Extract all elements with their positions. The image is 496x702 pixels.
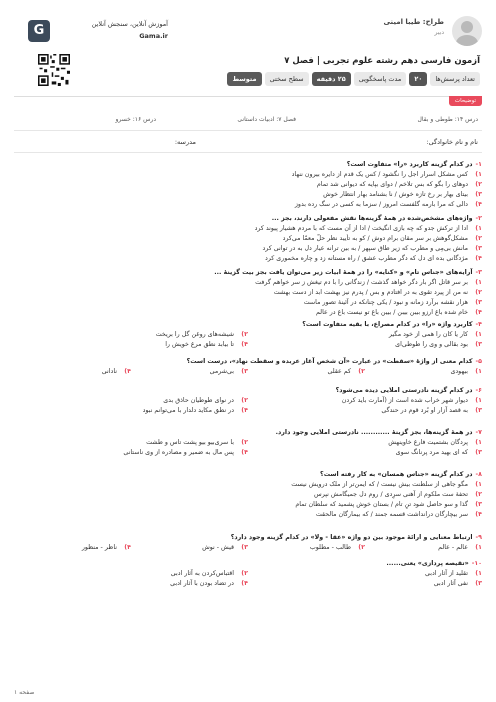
question-text: [14, 160, 482, 170]
answer-option[interactable]: [14, 367, 131, 377]
option-number: ۲): [241, 331, 248, 338]
option-number: ۱): [475, 171, 482, 178]
question-prompt: «تقیصه پردازی» یعنی......: [386, 560, 469, 567]
stat-difficulty: سطح سختی: [265, 72, 309, 86]
question-item: [14, 268, 482, 318]
answer-option[interactable]: [14, 396, 248, 406]
question-number: ۲-: [475, 215, 482, 222]
option-list: [14, 367, 482, 377]
question-number: ۴-: [475, 321, 482, 328]
option-text: دیوار شهر خراب شده است از (آمارت باید کردن: [341, 397, 468, 404]
answer-option[interactable]: [14, 500, 482, 510]
option-number: ۳): [241, 544, 248, 551]
answer-option[interactable]: [248, 579, 482, 589]
question-text: [14, 559, 482, 569]
question-prompt: ارتباط معنایی و ارائهٔ موجود بین دو واژه «عقا - ولا» در کدام گزینه وجود دارد؟: [230, 534, 473, 541]
stat-duration-value: ۲۵ دقیقه: [312, 72, 351, 86]
answer-option[interactable]: [248, 569, 482, 579]
divider: [14, 130, 482, 131]
answer-option[interactable]: [131, 367, 248, 377]
option-number: ۳): [475, 449, 482, 456]
brand-logo-icon: G: [28, 20, 50, 42]
answer-option[interactable]: [365, 543, 482, 553]
option-number: ۴): [475, 309, 482, 316]
option-number: ۴): [475, 255, 482, 262]
divider: [14, 152, 482, 153]
option-number: ۲): [241, 570, 248, 577]
question-item: [14, 533, 482, 553]
option-number: ۲): [475, 289, 482, 296]
option-text: ناظر - منظور: [81, 544, 117, 551]
option-number: ۳): [475, 341, 482, 348]
question-item: [14, 559, 482, 589]
option-number: ۱): [475, 439, 482, 446]
option-number: ۳): [475, 245, 482, 252]
answer-option[interactable]: [14, 308, 482, 318]
question-item: [14, 320, 482, 350]
option-number: ۴): [475, 201, 482, 208]
question-prompt: در کدام گزینه «جناس همسان» به کار رفته است؟: [320, 471, 473, 478]
option-list: [14, 438, 482, 458]
question-prompt: در همهٔ گزینه‌ها، بجز گزینهٔ ............ نادرستی املایی وجود دارد.: [275, 429, 473, 436]
option-text: در تضاد بودن با آثار ادبی: [170, 580, 234, 587]
answer-option[interactable]: [14, 170, 482, 180]
question-item: [14, 386, 482, 416]
option-number: ۲): [358, 368, 365, 375]
answer-option[interactable]: [14, 579, 248, 589]
answer-option[interactable]: [14, 254, 482, 264]
answer-option[interactable]: [365, 367, 482, 377]
answer-option[interactable]: [14, 278, 482, 288]
answer-option[interactable]: [14, 180, 482, 190]
option-text: عالم - عالم: [438, 544, 468, 551]
option-list: [14, 170, 482, 210]
option-text: هزار نقشه برآرد زمانه و نبود / یکی چنانکه در آئینهٔ تصور ماست: [303, 299, 468, 306]
stat-question-count-value: ۲۰: [409, 72, 427, 86]
question-text: [14, 470, 482, 480]
option-number: ۴): [475, 511, 482, 518]
question-item: [14, 470, 482, 520]
option-text: مگو جاهی از سلطنت بیش نیست / که ایمن‌تر از ملک درویش نیست: [291, 481, 468, 488]
option-text: در نطق مکاید دلدار با می‌توانم نبود: [142, 407, 234, 414]
option-text: بی‌شرمی: [209, 368, 234, 375]
meta-lesson: درس ۱۴: طوطی و بقال: [417, 116, 478, 123]
option-number: ۴): [124, 544, 131, 551]
answer-option[interactable]: [248, 438, 482, 448]
qr-code-icon: [38, 54, 70, 86]
option-number: ۱): [475, 481, 482, 488]
option-text: که ای بهید مرد پرنانگ سوی: [395, 449, 468, 456]
option-number: ۱): [475, 368, 482, 375]
option-text: ادا از ترکش جدو که چه بازی انگیخت / ادا از آن مست که با مردم هشیار پیوند کرد: [254, 225, 468, 232]
name-field-label: نام و نام خانوادگی:: [426, 138, 478, 146]
option-list: [14, 543, 482, 553]
answer-option[interactable]: [14, 200, 482, 210]
question-item: [14, 357, 482, 377]
answer-option[interactable]: [14, 406, 248, 416]
author-avatar: [452, 16, 482, 46]
option-number: ۲): [475, 181, 482, 188]
meta-lesson2: درس ۱۶: خسرو: [115, 116, 156, 123]
answer-option[interactable]: [14, 438, 248, 448]
option-text: طالب - مطلوب: [309, 544, 351, 551]
option-text: شیشه‌های روغن گل را بریخت: [155, 331, 234, 338]
option-text: در نوای طوطیان حاذق بدی: [163, 397, 234, 404]
option-number: ۱): [475, 279, 482, 286]
exam-title: آزمون فارسی دهم رشته علوم تجربی | فصل ۷: [284, 56, 480, 66]
question-text: [14, 268, 482, 278]
notes-badge: توضیحات: [449, 96, 482, 106]
answer-option[interactable]: [248, 330, 482, 340]
question-number: ۵-: [475, 358, 482, 365]
answer-option[interactable]: [248, 340, 482, 350]
meta-chapter: فصل ۷: ادبیات داستانی: [237, 116, 296, 123]
author-name: طراح: طیبا امینی: [383, 18, 444, 26]
option-number: ۱): [475, 225, 482, 232]
answer-option[interactable]: [14, 510, 482, 520]
option-text: بیهودی: [450, 368, 468, 375]
option-text: سر بیچارگان درانداشت قسمه جمند / که بیمارگان مالحقت: [315, 511, 468, 518]
answer-option[interactable]: [14, 234, 482, 244]
option-text: کار یا کان را همی از خود مگیر: [388, 331, 468, 338]
question-number: ۶-: [475, 387, 482, 394]
option-number: ۱): [475, 544, 482, 551]
brand-url[interactable]: Gama.ir: [139, 32, 168, 40]
question-prompt: در کدام گزینه نادرستی املایی دیده می‌شود؟: [335, 387, 473, 394]
option-text: نادانی: [101, 368, 117, 375]
question-number: ۱-: [475, 161, 482, 168]
answer-option[interactable]: [14, 340, 248, 350]
option-text: بر سر قاتل اگر بار دگر خواهد گذشت / زندگانی را با دم تیغش ز سر خواهم گرفت: [255, 279, 468, 286]
option-number: ۴): [241, 580, 248, 587]
option-text: گذا و سو حاصل شود تنِ تام / بستان خوش پشمید که سلطان تمام: [295, 501, 468, 508]
option-number: ۳): [475, 580, 482, 587]
option-number: ۳): [475, 501, 482, 508]
option-number: ۲): [358, 544, 365, 551]
option-list: [14, 330, 482, 350]
option-text: اقتباس‌کردن به آثار ادبی: [170, 570, 234, 577]
option-number: ۴): [241, 407, 248, 414]
school-field-label: مدرسه:: [174, 138, 196, 146]
page-number: صفحه ۱: [14, 689, 35, 696]
option-number: ۴): [241, 449, 248, 456]
option-text: به قصد آزار او بُرد قوم در حندگی: [381, 407, 468, 414]
option-number: ۳): [241, 368, 248, 375]
option-number: ۱): [475, 397, 482, 404]
option-number: ۱): [475, 331, 482, 338]
answer-option[interactable]: [248, 406, 482, 416]
question-number: ۸-: [475, 471, 482, 478]
option-number: ۱): [475, 570, 482, 577]
question-prompt: واژه‌های مشخص‌شده در همهٔ گزینه‌ها نقش مفعولی دارند، بجز ...: [271, 215, 473, 222]
option-number: ۲): [475, 491, 482, 498]
question-text: [14, 428, 482, 438]
answer-option[interactable]: [14, 490, 482, 500]
answer-option[interactable]: [14, 224, 482, 234]
option-text: مژدگانی بده ای دل که دگر مطرب عشق / راه مستانه زد و چاره مخموری کرد: [265, 255, 468, 262]
option-text: نفی آثار ادبی: [433, 580, 468, 587]
option-number: ۳): [475, 299, 482, 306]
option-text: بود بقالی و وی را طوطی‌ای: [395, 341, 468, 348]
answer-option[interactable]: [14, 190, 482, 200]
answer-option[interactable]: [131, 543, 248, 553]
answer-option[interactable]: [14, 480, 482, 490]
question-item: [14, 214, 482, 264]
question-number: ۱۰-: [471, 560, 482, 567]
divider: [14, 96, 482, 97]
question-text: [14, 320, 482, 330]
option-text: تحفهٔ ست ملکوم از آهنی سرِدی / روم دل جمیگامش نپرس: [314, 491, 468, 498]
option-number: ۴): [124, 368, 131, 375]
option-text: نه من از پیرد تقوی به در افتادم و بس / پدرم نیز بهشت ابد از دست بهشت: [273, 289, 468, 296]
answer-option[interactable]: [14, 569, 248, 579]
option-list: [14, 396, 482, 416]
option-number: ۲): [241, 439, 248, 446]
option-text: پردگان بشتمیت فارغ خاوینهش: [388, 439, 468, 446]
answer-option[interactable]: [248, 396, 482, 406]
option-text: دالی که مرا بارمه گلفست امروز / سزما به کسی در سگ رده بدوز: [294, 201, 468, 208]
option-text: بیتای بهار بر رخ تازه خوش / نا بشنامد بهار انتظار خوش: [323, 191, 468, 198]
question-text: [14, 533, 482, 543]
option-text: کم عقلی: [327, 368, 351, 375]
option-text: تا بیابد نطق مرغ خویش را: [165, 341, 234, 348]
answer-option[interactable]: [14, 330, 248, 340]
stat-difficulty-value: متوسط: [227, 72, 261, 86]
answer-option[interactable]: [14, 288, 482, 298]
option-number: ۲): [241, 397, 248, 404]
question-prompt: کدام معنی از واژهٔ «سقطت» در عبارت «آن شخص آغاز عربده و سقطت نهاد»، درست است؟: [186, 358, 473, 365]
option-text: تقلید از آثار ادبی: [424, 570, 468, 577]
question-number: ۳-: [475, 269, 482, 276]
answer-option[interactable]: [248, 367, 365, 377]
option-number: ۳): [475, 407, 482, 414]
option-list: [14, 480, 482, 520]
exam-stats: [227, 72, 480, 86]
question-item: [14, 428, 482, 458]
answer-option[interactable]: [14, 244, 482, 254]
author-info: [383, 18, 444, 36]
question-text: [14, 214, 482, 224]
brand-name: آموزش آنلاین، سنجش آنلاین: [91, 20, 168, 28]
answer-option[interactable]: [14, 543, 131, 553]
option-list: [14, 224, 482, 264]
option-list: [14, 569, 482, 589]
stat-question-count: تعداد پرسش‌ها: [430, 72, 480, 86]
option-text: دوهای را بگو که بس تلاخم / دوای بپایه که دیوانی شد تمام: [316, 181, 468, 188]
answer-option[interactable]: [248, 448, 482, 458]
question-item: [14, 160, 482, 210]
answer-option[interactable]: [14, 448, 248, 458]
option-text: با سری‌بیو بیو پشت تاس و طشت: [146, 439, 234, 446]
option-number: ۴): [241, 341, 248, 348]
option-number: ۲): [475, 235, 482, 242]
option-number: ۳): [475, 191, 482, 198]
brand-info: [58, 20, 168, 40]
option-text: پس مال به ضمیر و مصادره از وی ناستانی: [123, 449, 234, 456]
option-text: کس مشکل اسرار اجل را نگشود / کس یک قدم از دایره بیرون ننهاد: [291, 171, 468, 178]
stat-duration: مدت پاسخگویی: [354, 72, 407, 86]
question-number: ۷-: [475, 429, 482, 436]
notes-badge-wrap: [449, 96, 482, 106]
author-role: دبیر: [434, 29, 444, 36]
answer-option[interactable]: [14, 298, 482, 308]
option-text: قیش - نوش: [202, 544, 234, 551]
question-prompt: کاربرد واژه «را» در کدام مصراع، با بقیه متفاوت است؟: [302, 321, 473, 328]
question-prompt: آرایه‌های «جناس تام» و «کنایه» را در همهٔ ابیات زیر می‌توان یافت بجز بیت گزینهٔ ...: [214, 269, 473, 276]
question-text: [14, 386, 482, 396]
answer-option[interactable]: [248, 543, 365, 553]
option-text: مشکل‌گوهش بر سر مقان برام دوش / کو به تأیید نظر حلّ معمّا می‌کرد: [282, 235, 468, 242]
option-text: مانش بی‌مِی و مطرب که زیر طاق سپهر / به بین ترانه عیار دل به در توانی کرد: [262, 245, 468, 252]
question-number: ۹-: [475, 534, 482, 541]
option-text: خام شده باغ ارزو بیبن بیبن / بیین باغ تو نیست باغ در عالم: [315, 309, 468, 316]
option-list: [14, 278, 482, 318]
question-text: [14, 357, 482, 367]
question-prompt: در کدام گزینه کاربرد «را» متفاوت است؟: [346, 161, 473, 168]
